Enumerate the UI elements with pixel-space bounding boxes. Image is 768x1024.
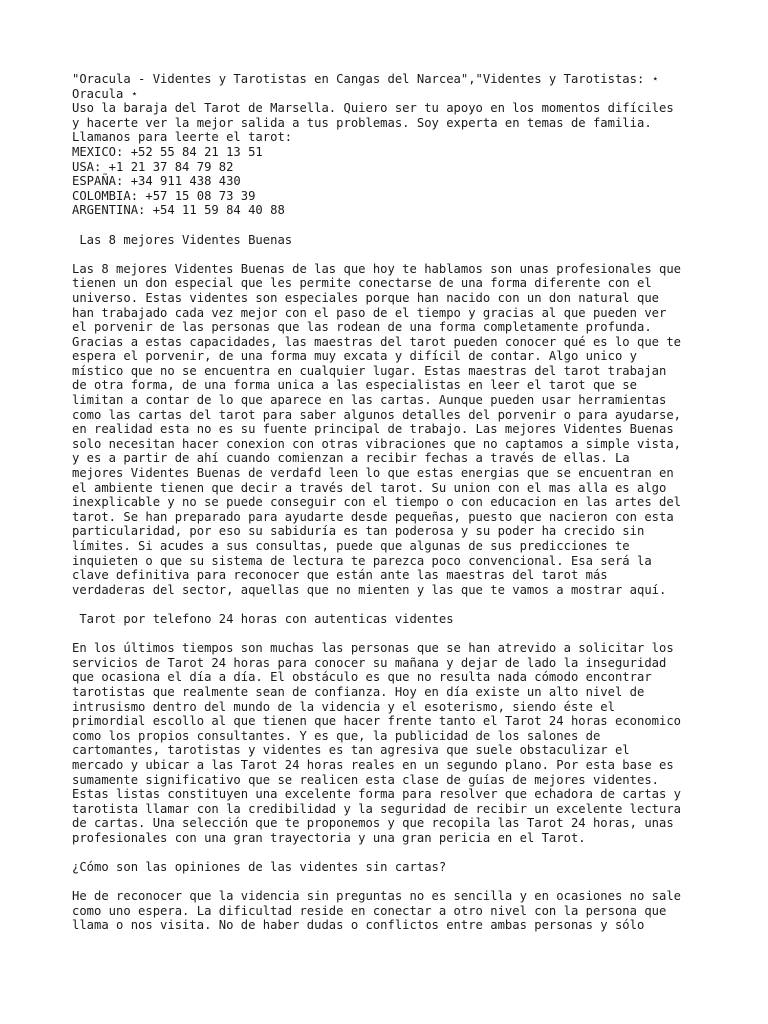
text-line: Gracias a estas capacidades, las maestras del tarot pueden conocer qué es lo que te <box>72 334 682 349</box>
text-line: servicios de Tarot 24 horas para conocer su mañana y dejar de lado la inseguridad <box>72 655 667 670</box>
paragraph-gap <box>72 597 712 612</box>
text-line: profesionales con una gran trayectoria y una gran pericia en el Tarot. <box>72 830 586 845</box>
text-line: como los propios consultantes. Y es que, la publicidad de los salones de <box>72 728 601 743</box>
text-line: Oracula ⋆ <box>72 86 139 101</box>
text-line: tarotistas que realmente sean de confianza. Hoy en día existe un alto nivel de <box>72 684 645 699</box>
text-line: y hacerte ver la mejor salida a tus problemas. Soy experta en temas de familia. <box>72 115 652 130</box>
text-line: de otra forma, de una forma unica a las especialistas en leer el tarot que se <box>72 378 637 393</box>
text-line: "Oracula - Videntes y Tarotistas en Cangas del Narcea","Videntes y Tarotistas: ⋆ <box>72 72 659 86</box>
text-line: En los últimos tiempos son muchas las personas que se han atrevido a solicitar los <box>72 641 674 656</box>
text-line: el porvenir de las personas que las rodean de una forma completamente profunda. <box>72 320 652 335</box>
text-line: llama o nos visita. No de haber dudas o conflictos entre ambas personas y sólo <box>72 918 645 933</box>
text-line: Estas listas constituyen una excelente forma para resolver que echadora de cartas y <box>72 787 682 802</box>
document-page <box>72 72 712 933</box>
paragraph-gap <box>72 218 712 233</box>
text-line: solo necesitan hacer conexion con otras vibraciones que no captamos a simple vista, <box>72 436 682 451</box>
paragraph-gap <box>72 247 712 262</box>
text-line: Uso la baraja del Tarot de Marsella. Quiero ser tu apoyo en los momentos difíciles <box>72 101 674 116</box>
section-heading-mejores-videntes: Las 8 mejores Videntes Buenas <box>72 232 293 247</box>
section-body-mejores-videntes <box>72 262 712 598</box>
text-line: que ocasiona el día a día. El obstáculo es que no resulta nada cómodo encontrar <box>72 670 652 685</box>
text-line: tarot. Se han preparado para ayudarte desde pequeñas, puesto que nacieron con esta <box>72 509 674 524</box>
text-line: límites. Si acudes a sus consultas, puede que algunas de sus predicciones te <box>72 539 630 553</box>
text-line: cartomantes, tarotistas y videntes es tan agresiva que suele obstaculizar el <box>72 743 630 758</box>
text-line: USA: +1 21 37 84 79 82 <box>72 159 234 174</box>
text-line: ESPAÑA: +34 911 438 430 <box>72 174 241 189</box>
text-line: Las 8 mejores Videntes Buenas de las que hoy te hablamos son unas profesionales que <box>72 261 682 276</box>
text-line: limitan a contar de lo que aparece en las cartas. Aunque pueden usar herramientas <box>72 393 667 408</box>
text-line: y es a partir de ahí cuando comienzan a recibir fechas a través de ellas. La <box>72 451 630 466</box>
text-line: inexplicable y no se puede conseguir con el tiempo o con educacion en las artes del <box>72 495 682 510</box>
text-line: mejores Videntes Buenas de verdafd leen lo que estas energias que se encuentran en <box>72 466 674 481</box>
section-heading-tarot-telefono: Tarot por telefono 24 horas con autenticas videntes <box>72 611 454 626</box>
text-line: Llamanos para leerte el tarot: <box>72 130 293 145</box>
text-line: inquieten o que su sistema de lectura te parezca poco convencional. Esa será la <box>72 553 652 568</box>
text-line: tarotista llamar con la credibilidad y la seguridad de recibir un excelente lectura <box>72 801 682 816</box>
section-body-tarot-telefono <box>72 641 712 845</box>
text-line: místico que no se encuentra en cualquier lugar. Estas maestras del tarot trabajan <box>72 363 667 378</box>
paragraph-gap <box>72 845 712 860</box>
text-line: intrusismo dentro del mundo de la videncia y el esoterismo, siendo éste el <box>72 699 615 714</box>
text-line: particularidad, por eso su sabiduría es tan poderosa y su poder ha crecido sin <box>72 524 645 539</box>
paragraph-gap <box>72 875 712 890</box>
text-line: MEXICO: +52 55 84 21 13 51 <box>72 144 263 159</box>
text-line: primordial escollo al que tienen que hacer frente tanto el Tarot 24 horas economico <box>72 714 682 729</box>
text-line: tienen un don especial que les permite conectarse de una forma diferente con el <box>72 276 652 291</box>
section-heading-opiniones: ¿Cómo son las opiniones de las videntes sin cartas? <box>72 860 447 875</box>
text-line: ARGENTINA: +54 11 59 84 40 88 <box>72 203 285 218</box>
text-line: sumamente significativo que se realicen esta clase de guías de mejores videntes. <box>72 772 659 787</box>
text-line: universo. Estas videntes son especiales porque han nacido con un don natural que <box>72 290 659 305</box>
text-line: clave definitiva para reconocer que están ante las maestras del tarot más <box>72 568 608 583</box>
section-body-opiniones <box>72 889 712 933</box>
header-block <box>72 72 712 218</box>
text-line: espera el porvenir, de una forma muy excata y difícil de contar. Algo unico y <box>72 349 637 364</box>
text-line: mercado y ubicar a las Tarot 24 horas reales en un segundo plano. Por esta base es <box>72 757 674 772</box>
text-line: He de reconocer que la videncia sin preguntas no es sencilla y en ocasiones no sale <box>72 889 682 904</box>
text-line: de cartas. Una selección que te proponemos y que recopila las Tarot 24 horas, unas <box>72 816 674 831</box>
text-line: verdaderas del sector, aquellas que no mienten y las que te vamos a mostrar aquí. <box>72 582 667 597</box>
text-line: en realidad esta no es su fuente principal de trabajo. Las mejores Videntes Buenas <box>72 422 674 437</box>
text-line: el ambiente tienen que decir a través del tarot. Su union con el mas alla es algo <box>72 480 667 495</box>
text-line: como las cartas del tarot para saber algunos detalles del porvenir o para ayudarse, <box>72 407 682 422</box>
text-line: COLOMBIA: +57 15 08 73 39 <box>72 188 256 203</box>
text-line: han trabajado cada vez mejor con el paso de el tiempo y gracias al que pueden ver <box>72 305 667 320</box>
text-line: como uno espera. La dificultad reside en conectar a otro nivel con la persona que <box>72 903 667 918</box>
paragraph-gap <box>72 627 712 642</box>
